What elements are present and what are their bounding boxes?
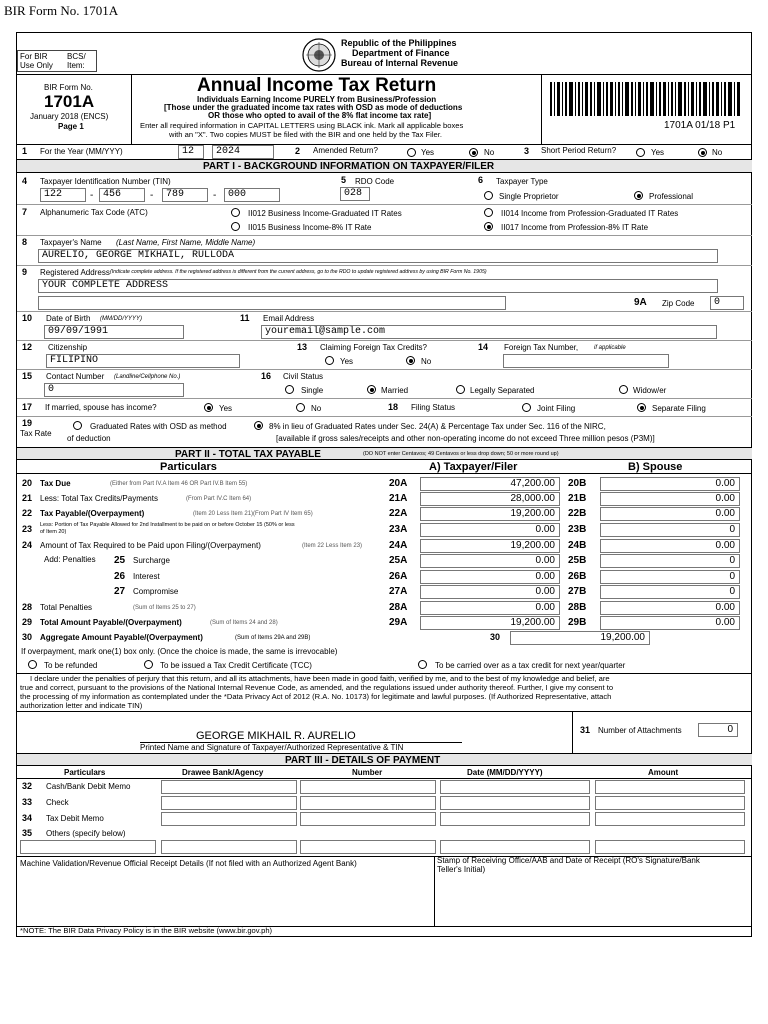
form-top-label: BIR Form No. 1701A bbox=[4, 3, 119, 18]
others-amount-field[interactable] bbox=[595, 840, 745, 854]
payment-bank-field[interactable] bbox=[161, 796, 297, 810]
item-10-number: 10 bbox=[22, 313, 33, 323]
payment-row-label: Check bbox=[46, 798, 69, 807]
address-field-line-1[interactable]: YOUR COMPLETE ADDRESS bbox=[38, 279, 718, 293]
carryover-radio[interactable] bbox=[418, 660, 427, 669]
spouse-income-label: If married, spouse has income? bbox=[45, 403, 157, 412]
email-label: Email Address bbox=[263, 314, 315, 323]
taxpayer-amount[interactable]: 28,000.00 bbox=[420, 492, 560, 506]
rdo-field[interactable]: 028 bbox=[340, 187, 370, 201]
form-number: 1701A bbox=[44, 92, 95, 111]
use-only-label: Use Only bbox=[20, 61, 53, 70]
item-3-number: 3 bbox=[524, 146, 530, 156]
payment-row-number: 35 bbox=[22, 828, 33, 838]
payment-row-number: 34 bbox=[22, 813, 33, 823]
taxpayer-name-field[interactable]: AURELIO, GEORGE MIKHAIL, RULLODA bbox=[38, 249, 718, 263]
privacy-note: *NOTE: The BIR Data Privacy Policy is in the BIR website (www.bir.gov.ph) bbox=[20, 926, 273, 935]
item-17-number: 17 bbox=[22, 402, 33, 412]
dob-label: Date of Birth bbox=[46, 314, 91, 323]
spouse-amount[interactable]: 0.00 bbox=[600, 601, 740, 615]
stamp-label-1: Stamp of Receiving Office/AAB and Date of Receipt (RO's Signature/Bank bbox=[437, 856, 700, 865]
payment-col-bank: Drawee Bank/Agency bbox=[182, 768, 264, 777]
item-30-number: 30 bbox=[22, 632, 33, 642]
tax-row-note: (From Part IV.C Item 64) bbox=[186, 496, 252, 502]
taxpayer-amount[interactable]: 19,200.00 bbox=[420, 616, 560, 630]
atc-ii014-label: II014 Income from Profession-Graduated IT Rates bbox=[501, 209, 679, 218]
tax-row-number: 29 bbox=[22, 617, 33, 627]
payment-col-number: Number bbox=[352, 768, 383, 777]
spouse-income-yes-label: Yes bbox=[219, 404, 233, 413]
part-1-header: PART I - BACKGROUND INFORMATION ON TAXPAYER/FILER bbox=[17, 159, 752, 173]
payment-amount-field[interactable] bbox=[595, 796, 745, 810]
part-2-header: PART II - TOTAL TAX PAYABLE (DO NOT enter Centavos; 49 Centavos or less drop down; 50 or more round up) bbox=[17, 447, 752, 460]
graduated-rate-radio[interactable] bbox=[73, 421, 82, 430]
taxpayer-amount[interactable]: 19,200.00 bbox=[420, 507, 560, 521]
spouse-amount[interactable]: 0.00 bbox=[600, 539, 740, 553]
tin-field-4[interactable]: 000 bbox=[224, 188, 280, 202]
declaration-line-2: true and correct, pursuant to the provisions of the National Internal Revenue Code, as amended, and the regulations issued under authority thereof. Further, I give my consent to bbox=[20, 683, 614, 692]
civil-widow-label: Widow/er bbox=[633, 386, 667, 395]
tax-row-number: 27 bbox=[114, 586, 126, 597]
short-no-label: No bbox=[712, 148, 723, 157]
aggregate-note: (Sum of Items 29A and 29B) bbox=[235, 635, 311, 641]
month-field[interactable]: 12 bbox=[178, 145, 204, 159]
col-spouse: B) Spouse bbox=[628, 461, 683, 473]
atc-label: Alphanumeric Tax Code (ATC) bbox=[40, 208, 148, 217]
taxpayer-code: 29A bbox=[389, 617, 408, 628]
payment-bank-field[interactable] bbox=[161, 780, 297, 794]
item-1-number: 1 bbox=[22, 146, 28, 156]
item-18-number: 18 bbox=[388, 402, 399, 412]
tax-row-label: Total Penalties bbox=[40, 603, 93, 612]
atc-ii017-label: II017 Income from Profession-8% IT Rate bbox=[501, 223, 649, 232]
civil-separated-radio[interactable] bbox=[456, 385, 465, 394]
tax-row-number: 25 bbox=[114, 555, 126, 566]
item-4-number: 4 bbox=[22, 176, 28, 186]
year-field[interactable]: 2024 bbox=[212, 145, 274, 159]
payment-row-number: 32 bbox=[22, 781, 33, 791]
civil-single-radio[interactable] bbox=[285, 385, 294, 394]
contact-hint: (Landline/Cellphone No.) bbox=[114, 374, 181, 380]
spouse-amount[interactable]: 0 bbox=[600, 554, 740, 568]
amended-yes-radio[interactable] bbox=[407, 148, 416, 157]
separate-filing-radio[interactable] bbox=[637, 403, 646, 412]
tax-row-note: of Item 20) bbox=[40, 529, 67, 535]
foreign-tin-hint: if applicable bbox=[594, 345, 626, 351]
spouse-code: 24B bbox=[568, 540, 587, 551]
declaration-line-3: the processing of my information as contemplated under the *Data Privacy Act of 2012 (R.A. No. 10173) for legitimate and lawful purposes. (If Authorized Representative, attach bbox=[20, 692, 612, 701]
spouse-code: 27B bbox=[568, 586, 587, 597]
signature-caption: Printed Name and Signature of Taxpayer/Authorized Representative & TIN bbox=[140, 743, 404, 752]
spouse-amount[interactable]: 0 bbox=[600, 523, 740, 537]
taxpayer-name-label: Taxpayer's Name bbox=[40, 238, 102, 247]
address-hint: (Indicate complete address. If the registered address is different from the current address, go to the RDO to update registered address by using BIR Form No. 1905) bbox=[110, 269, 487, 275]
form-edition: January 2018 (ENCS) bbox=[30, 112, 109, 121]
payment-date-field[interactable] bbox=[440, 780, 590, 794]
civil-status-label: Civil Status bbox=[283, 372, 324, 381]
short-yes-radio[interactable] bbox=[636, 148, 645, 157]
tin-field-2[interactable]: 456 bbox=[99, 188, 145, 202]
spouse-income-yes-radio[interactable] bbox=[204, 403, 213, 412]
spouse-amount[interactable]: 0 bbox=[600, 570, 740, 584]
taxpayer-code: 22A bbox=[389, 508, 408, 519]
form-subtitle-3: OR those who opted to avail of the 8% flat income tax rate] bbox=[208, 111, 432, 120]
foreign-tin-field[interactable] bbox=[503, 354, 669, 368]
attachments-field[interactable]: 0 bbox=[698, 723, 738, 737]
item-2-number: 2 bbox=[295, 146, 301, 156]
tin-field-3[interactable]: 789 bbox=[162, 188, 208, 202]
item-16-number: 16 bbox=[261, 371, 272, 381]
zip-field[interactable]: 0 bbox=[710, 296, 744, 310]
tax-row-number: 21 bbox=[22, 493, 33, 503]
spouse-code: 23B bbox=[568, 524, 587, 535]
short-no-radio[interactable] bbox=[698, 148, 707, 157]
spouse-income-no-label: No bbox=[311, 404, 322, 413]
spouse-amount[interactable]: 0.00 bbox=[600, 507, 740, 521]
atc-ii015-label: II015 Business Income-8% IT Rate bbox=[248, 223, 372, 232]
year-label: For the Year (MM/YYY) bbox=[40, 147, 123, 156]
payment-number-field[interactable] bbox=[300, 812, 436, 826]
short-yes-label: Yes bbox=[651, 148, 665, 157]
amended-no-radio[interactable] bbox=[469, 148, 478, 157]
bir-seal-icon bbox=[302, 38, 336, 72]
payment-col-date: Date (MM/DD/YYYY) bbox=[467, 768, 543, 777]
payment-col-particulars: Particulars bbox=[64, 768, 106, 777]
carryover-label: To be carried over as a tax credit for next year/quarter bbox=[435, 661, 626, 670]
taxpayer-code: 21A bbox=[389, 493, 408, 504]
form-title: Annual Income Tax Return bbox=[197, 75, 437, 96]
tin-field-1[interactable]: 122 bbox=[40, 188, 86, 202]
spouse-amount[interactable]: 0.00 bbox=[600, 492, 740, 506]
taxpayer-name-hint: (Last Name, First Name, Middle Name) bbox=[116, 238, 256, 247]
taxpayer-code: 25A bbox=[389, 555, 408, 566]
stamp-label-2: Teller's Initial) bbox=[437, 865, 486, 874]
item-9a-number: 9A bbox=[634, 297, 647, 308]
declaration-line-1: I declare under the penalties of perjury that this return, and all its attachments, have been made in good faith, verified by me, and to the best of my knowledge and belief, are bbox=[30, 674, 610, 683]
atc-ii014-radio[interactable] bbox=[484, 208, 493, 217]
atc-ii012-radio[interactable] bbox=[231, 208, 240, 217]
item-12-number: 12 bbox=[22, 342, 33, 352]
civil-married-radio[interactable] bbox=[367, 385, 376, 394]
payment-date-field[interactable] bbox=[440, 812, 590, 826]
item-8-number: 8 bbox=[22, 237, 28, 247]
refund-radio[interactable] bbox=[28, 660, 37, 669]
amended-no-label: No bbox=[484, 148, 495, 157]
contact-field[interactable]: 0 bbox=[44, 383, 184, 397]
tax-row-label: Compromise bbox=[133, 587, 179, 596]
item-13-number: 13 bbox=[297, 342, 308, 352]
payment-amount-field[interactable] bbox=[595, 780, 745, 794]
taxpayer-code: 26A bbox=[389, 571, 408, 582]
sole-proprietor-label: Single Proprietor bbox=[499, 192, 559, 201]
payment-number-field[interactable] bbox=[300, 780, 436, 794]
spouse-code: 29B bbox=[568, 617, 587, 628]
amended-label: Amended Return? bbox=[313, 146, 378, 155]
spouse-code: 20B bbox=[568, 478, 587, 489]
atc-ii012-label: II012 Business Income-Graduated IT Rates bbox=[248, 209, 402, 218]
spouse-income-no-radio[interactable] bbox=[296, 403, 305, 412]
payment-row-number: 33 bbox=[22, 797, 33, 807]
foreign-credit-no-label: No bbox=[421, 357, 432, 366]
tax-row-label: Total Amount Payable/(Overpayment) bbox=[40, 618, 182, 627]
email-field[interactable]: youremail@sample.com bbox=[261, 325, 717, 339]
filing-status-label: Filing Status bbox=[411, 403, 456, 412]
tax-row-label: Tax Due bbox=[40, 479, 71, 488]
barcode-image bbox=[548, 80, 744, 118]
refund-label: To be refunded bbox=[44, 661, 98, 670]
tax-row-number: 23 bbox=[22, 524, 33, 534]
address-label: Registered Address bbox=[40, 268, 110, 277]
taxpayer-amount[interactable]: 19,200.00 bbox=[420, 539, 560, 553]
rdo-label: RDO Code bbox=[355, 177, 395, 186]
republic-label: Republic of the Philippines bbox=[341, 38, 457, 48]
attachments-label: Number of Attachments bbox=[598, 726, 682, 735]
part-3-header: PART III - DETAILS OF PAYMENT bbox=[17, 753, 752, 766]
professional-radio[interactable] bbox=[634, 191, 643, 200]
citizenship-field[interactable]: FILIPINO bbox=[46, 354, 240, 368]
spouse-amount[interactable]: 0.00 bbox=[600, 477, 740, 491]
item-6-number: 6 bbox=[478, 175, 484, 185]
foreign-credit-no-radio[interactable] bbox=[406, 356, 415, 365]
taxpayer-amount[interactable]: 0.00 bbox=[420, 585, 560, 599]
eight-percent-radio[interactable] bbox=[254, 421, 263, 430]
tax-rate-label: Tax Rate bbox=[20, 429, 52, 438]
professional-label: Professional bbox=[649, 192, 694, 201]
tax-row-note: (Item 20 Less Item 21)(From Part IV Item 65) bbox=[193, 511, 313, 517]
payment-amount-field[interactable] bbox=[595, 812, 745, 826]
item-7-number: 7 bbox=[22, 207, 28, 217]
tax-row-number: 26 bbox=[114, 571, 126, 582]
civil-single-label: Single bbox=[301, 386, 324, 395]
form-instructions-2: with an "X". Two copies MUST be filed with the BIR and one held by the Tax Filer. bbox=[169, 130, 443, 139]
spouse-code: 28B bbox=[568, 602, 587, 613]
taxpayer-type-label: Taxpayer Type bbox=[496, 177, 548, 186]
form-no-label: BIR Form No. bbox=[44, 83, 93, 92]
foreign-credit-label: Claiming Foreign Tax Credits? bbox=[320, 343, 428, 352]
payment-number-field[interactable] bbox=[300, 796, 436, 810]
of-deduction-label: of deduction bbox=[67, 434, 111, 443]
item-30-code: 30 bbox=[490, 632, 501, 642]
tax-row-note: (Item 22 Less Item 23) bbox=[302, 543, 363, 549]
item-9-number: 9 bbox=[22, 267, 28, 277]
separate-filing-label: Separate Filing bbox=[652, 404, 706, 413]
tax-row-label: Surcharge bbox=[133, 556, 170, 565]
eight-percent-note: [available if gross sales/receipts and other non-operating income do not exceed Three million pesos (P3M)] bbox=[276, 434, 655, 443]
col-particulars: Particulars bbox=[160, 461, 217, 473]
form-subtitle-1: Individuals Earning Income PURELY from Business/Profession bbox=[197, 95, 437, 104]
tax-row-number: 22 bbox=[22, 508, 33, 518]
department-label: Department of Finance bbox=[352, 48, 450, 58]
payment-row-label: Tax Debit Memo bbox=[46, 814, 104, 823]
tcc-label: To be issued a Tax Credit Certificate (TCC) bbox=[160, 661, 312, 670]
sole-proprietor-radio[interactable] bbox=[484, 191, 493, 200]
taxpayer-amount[interactable]: 0.00 bbox=[420, 523, 560, 537]
item-15-number: 15 bbox=[22, 371, 33, 381]
bureau-label: Bureau of Internal Revenue bbox=[341, 58, 459, 68]
spouse-code: 26B bbox=[568, 571, 587, 582]
page-label: Page 1 bbox=[58, 122, 84, 131]
tin-dash-3: - bbox=[213, 190, 217, 201]
aggregate-field[interactable]: 19,200.00 bbox=[510, 631, 650, 645]
item-label: Item: bbox=[67, 61, 85, 70]
spouse-code: 25B bbox=[568, 555, 587, 566]
item-14-number: 14 bbox=[478, 342, 489, 352]
taxpayer-code: 24A bbox=[389, 540, 408, 551]
machine-validation-label: Machine Validation/Revenue Official Receipt Details (If not filed with an Authorized Agent Bank) bbox=[20, 859, 357, 868]
graduated-rate-label: Graduated Rates with OSD as method bbox=[90, 422, 227, 431]
form-instructions-1: Enter all required information in CAPITAL LETTERS using BLACK ink. Mark all applicable boxes bbox=[140, 121, 464, 130]
others-specify-field[interactable] bbox=[20, 840, 156, 854]
taxpayer-amount[interactable]: 0.00 bbox=[420, 554, 560, 568]
spouse-amount[interactable]: 0 bbox=[600, 585, 740, 599]
others-number-field[interactable] bbox=[300, 840, 436, 854]
dob-hint: (MM/DD/YYYY) bbox=[100, 316, 142, 322]
tax-row-number: 24 bbox=[22, 540, 33, 550]
address-field-line-2[interactable] bbox=[38, 296, 506, 310]
amended-yes-label: Yes bbox=[421, 148, 435, 157]
civil-separated-label: Legally Separated bbox=[470, 386, 535, 395]
short-period-label: Short Period Return? bbox=[541, 146, 617, 155]
overpayment-note: If overpayment, mark one(1) box only. (Once the choice is made, the same is irrevocable) bbox=[21, 647, 338, 656]
declaration-line-4: authorization letter and indicate TIN) bbox=[20, 701, 143, 710]
taxpayer-amount[interactable]: 0.00 bbox=[420, 570, 560, 584]
taxpayer-code: 20A bbox=[389, 478, 408, 489]
taxpayer-amount[interactable]: 0.00 bbox=[420, 601, 560, 615]
payment-row-label: Others (specify below) bbox=[46, 829, 126, 838]
zip-label: Zip Code bbox=[662, 299, 695, 308]
item-5-number: 5 bbox=[341, 175, 347, 185]
taxpayer-amount[interactable]: 47,200.00 bbox=[420, 477, 560, 491]
taxpayer-code: 23A bbox=[389, 524, 408, 535]
tin-dash-2: - bbox=[150, 190, 154, 201]
item-31-number: 31 bbox=[580, 725, 591, 735]
dob-field[interactable]: 09/09/1991 bbox=[44, 325, 184, 339]
aggregate-label: Aggregate Amount Payable/(Overpayment) bbox=[40, 633, 203, 642]
tin-label: Taxpayer Identification Number (TIN) bbox=[40, 177, 171, 186]
payment-col-amount: Amount bbox=[648, 768, 679, 777]
signer-name[interactable]: GEORGE MIKHAIL R. AURELIO bbox=[196, 730, 356, 742]
item-19-number: 19 bbox=[22, 418, 33, 428]
tax-row-label: Interest bbox=[133, 572, 160, 581]
tax-row-label: Less: Portion of Tax Payable Allowed for 2nd Installment to be paid on or before October 15 (50% or less bbox=[40, 522, 295, 528]
payment-row-label: Cash/Bank Debit Memo bbox=[46, 782, 131, 791]
citizenship-label: Citizenship bbox=[48, 343, 88, 352]
joint-filing-label: Joint Filing bbox=[537, 404, 576, 413]
tax-row-label: Less: Total Tax Credits/Payments bbox=[40, 494, 158, 503]
tax-row-note: (Sum of Items 24 and 28) bbox=[210, 620, 278, 626]
civil-married-label: Married bbox=[381, 386, 409, 395]
col-taxpayer: A) Taxpayer/Filer bbox=[429, 461, 518, 473]
tax-row-label: Tax Payable/(Overpayment) bbox=[40, 509, 145, 518]
spouse-code: 22B bbox=[568, 508, 587, 519]
taxpayer-code: 27A bbox=[389, 586, 408, 597]
others-bank-field[interactable] bbox=[161, 840, 297, 854]
form-subtitle-2: [Those under the graduated income tax rates with OSD as mode of deductions bbox=[164, 103, 463, 112]
contact-label: Contact Number bbox=[46, 372, 105, 381]
tin-dash-1: - bbox=[90, 190, 94, 201]
others-date-field[interactable] bbox=[440, 840, 590, 854]
atc-ii017-radio[interactable] bbox=[484, 222, 493, 231]
tax-row-number: 28 bbox=[22, 602, 33, 612]
foreign-tin-label: Foreign Tax Number, bbox=[504, 343, 579, 352]
tax-row-number: 20 bbox=[22, 478, 33, 488]
joint-filing-radio[interactable] bbox=[522, 403, 531, 412]
foreign-credit-yes-radio[interactable] bbox=[325, 356, 334, 365]
tax-row-note: (Sum of Items 25 to 27) bbox=[133, 605, 196, 611]
add-penalties-label: Add: Penalties bbox=[44, 555, 96, 564]
spouse-code: 21B bbox=[568, 493, 587, 504]
tcc-radio[interactable] bbox=[144, 660, 153, 669]
civil-widow-radio[interactable] bbox=[619, 385, 628, 394]
spouse-amount[interactable]: 0.00 bbox=[600, 616, 740, 630]
payment-bank-field[interactable] bbox=[161, 812, 297, 826]
barcode-code: 1701A 01/18 P1 bbox=[664, 120, 736, 131]
bcs-label: BCS/ bbox=[67, 52, 86, 61]
foreign-credit-yes-label: Yes bbox=[340, 357, 354, 366]
for-bir-label: For BIR bbox=[20, 52, 48, 61]
item-11-number: 11 bbox=[240, 313, 250, 323]
eight-percent-label: 8% in lieu of Graduated Rates under Sec. 24(A) & Percentage Tax under Sec. 116 of the NIRC, bbox=[269, 422, 606, 431]
taxpayer-code: 28A bbox=[389, 602, 408, 613]
atc-ii015-radio[interactable] bbox=[231, 222, 240, 231]
tax-row-label: Amount of Tax Required to be Paid upon Filing/(Overpayment) bbox=[40, 541, 261, 550]
payment-date-field[interactable] bbox=[440, 796, 590, 810]
tax-row-note: (Either from Part IV.A Item 46 OR Part IV.B Item 55) bbox=[110, 481, 248, 487]
